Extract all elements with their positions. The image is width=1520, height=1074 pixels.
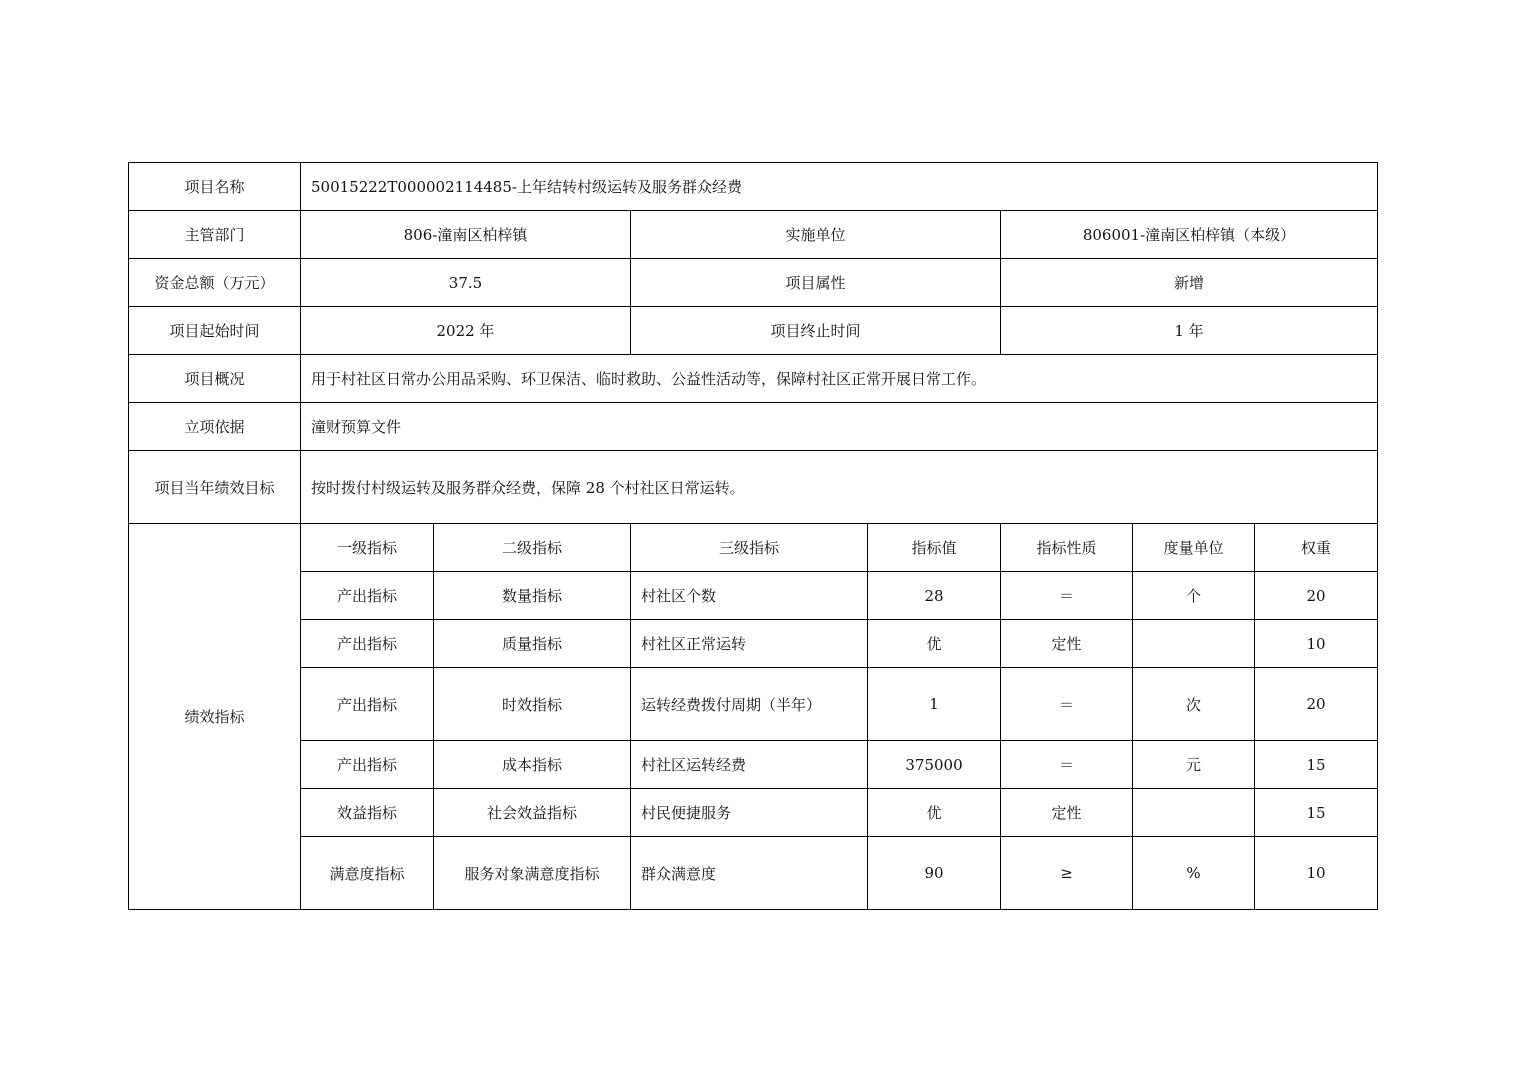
- column-header: 三级指标: [631, 524, 868, 572]
- dept-row: [129, 211, 1378, 259]
- indicator-row: [129, 620, 1378, 668]
- indicators-section-label: 绩效指标: [129, 524, 301, 910]
- dept-label: 主管部门: [129, 211, 301, 259]
- fund-value: 37.5: [301, 259, 631, 307]
- basis-value: 潼财预算文件: [301, 403, 1378, 451]
- project-name-row: [129, 163, 1378, 211]
- weight-cell: 20: [1255, 668, 1378, 741]
- unit-cell: [1133, 789, 1255, 837]
- goal-label: 项目当年绩效目标: [129, 451, 301, 524]
- period-row: [129, 307, 1378, 355]
- end-label: 项目终止时间: [631, 307, 1001, 355]
- start-label: 项目起始时间: [129, 307, 301, 355]
- weight-cell: 15: [1255, 741, 1378, 789]
- unit-cell: 个: [1133, 572, 1255, 620]
- attr-value: 新增: [1001, 259, 1378, 307]
- weight-cell: 10: [1255, 837, 1378, 910]
- performance-table: [128, 162, 1378, 910]
- indicator-row: [129, 789, 1378, 837]
- value-cell: 90: [868, 837, 1001, 910]
- overview-value: 用于村社区日常办公用品采购、环卫保洁、临时救助、公益性活动等，保障村社区正常开展日常工作。: [301, 355, 1378, 403]
- start-value: 2022 年: [301, 307, 631, 355]
- nature-cell: ＝: [1001, 572, 1133, 620]
- indicator-row: [129, 741, 1378, 789]
- level3-cell: 群众满意度: [631, 837, 868, 910]
- column-header: 指标性质: [1001, 524, 1133, 572]
- weight-cell: 20: [1255, 572, 1378, 620]
- weight-cell: 10: [1255, 620, 1378, 668]
- fund-row: [129, 259, 1378, 307]
- dept-value: 806-潼南区柏梓镇: [301, 211, 631, 259]
- column-header: 权重: [1255, 524, 1378, 572]
- unit-cell: 元: [1133, 741, 1255, 789]
- project-name-label: 项目名称: [129, 163, 301, 211]
- nature-cell: ＝: [1001, 741, 1133, 789]
- level2-cell: 时效指标: [434, 668, 631, 741]
- end-value: 1 年: [1001, 307, 1378, 355]
- basis-label: 立项依据: [129, 403, 301, 451]
- weight-cell: 15: [1255, 789, 1378, 837]
- impl-label: 实施单位: [631, 211, 1001, 259]
- level2-cell: 数量指标: [434, 572, 631, 620]
- level2-cell: 质量指标: [434, 620, 631, 668]
- indicator-row: [129, 572, 1378, 620]
- fund-label: 资金总额（万元）: [129, 259, 301, 307]
- level1-cell: 效益指标: [301, 789, 434, 837]
- level3-cell: 村社区正常运转: [631, 620, 868, 668]
- column-header: 一级指标: [301, 524, 434, 572]
- level2-cell: 社会效益指标: [434, 789, 631, 837]
- value-cell: 375000: [868, 741, 1001, 789]
- unit-cell: %: [1133, 837, 1255, 910]
- level1-cell: 产出指标: [301, 741, 434, 789]
- project-name-value: 50015222T000002114485-上年结转村级运转及服务群众经费: [301, 163, 1378, 211]
- unit-cell: [1133, 620, 1255, 668]
- impl-value: 806001-潼南区柏梓镇（本级）: [1001, 211, 1378, 259]
- level3-cell: 村民便捷服务: [631, 789, 868, 837]
- value-cell: 1: [868, 668, 1001, 741]
- column-header: 度量单位: [1133, 524, 1255, 572]
- value-cell: 优: [868, 620, 1001, 668]
- value-cell: 28: [868, 572, 1001, 620]
- indicator-row: [129, 837, 1378, 910]
- goal-row: [129, 451, 1378, 524]
- level3-cell: 村社区运转经费: [631, 741, 868, 789]
- level1-cell: 产出指标: [301, 668, 434, 741]
- column-header: 二级指标: [434, 524, 631, 572]
- nature-cell: ≥: [1001, 837, 1133, 910]
- level3-cell: 村社区个数: [631, 572, 868, 620]
- overview-label: 项目概况: [129, 355, 301, 403]
- nature-cell: 定性: [1001, 620, 1133, 668]
- level2-cell: 服务对象满意度指标: [434, 837, 631, 910]
- level1-cell: 产出指标: [301, 620, 434, 668]
- level2-cell: 成本指标: [434, 741, 631, 789]
- level3-cell: 运转经费拨付周期（半年）: [631, 668, 868, 741]
- indicator-row: [129, 668, 1378, 741]
- unit-cell: 次: [1133, 668, 1255, 741]
- goal-value: 按时拨付村级运转及服务群众经费，保障 28 个村社区日常运转。: [301, 451, 1378, 524]
- level1-cell: 产出指标: [301, 572, 434, 620]
- nature-cell: 定性: [1001, 789, 1133, 837]
- indicator-header-row: [129, 524, 1378, 572]
- column-header: 指标值: [868, 524, 1001, 572]
- level1-cell: 满意度指标: [301, 837, 434, 910]
- nature-cell: ＝: [1001, 668, 1133, 741]
- basis-row: [129, 403, 1378, 451]
- attr-label: 项目属性: [631, 259, 1001, 307]
- overview-row: [129, 355, 1378, 403]
- value-cell: 优: [868, 789, 1001, 837]
